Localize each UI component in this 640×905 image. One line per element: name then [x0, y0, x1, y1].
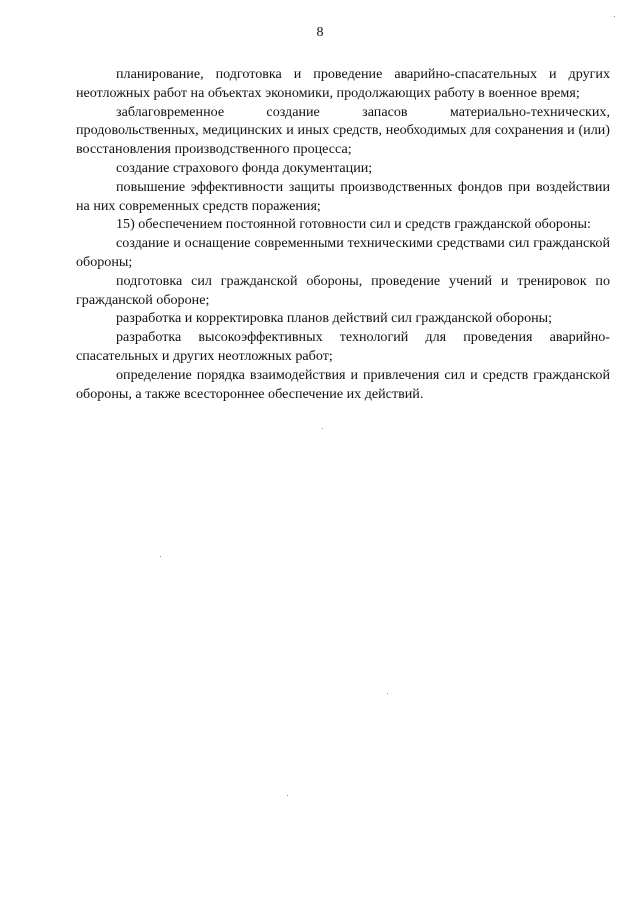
scan-speck [322, 428, 323, 429]
paragraph-10: определение порядка взаимодействия и привлечения сил и средств гражданской обороны, а также всестороннее обеспечение их действий. [76, 366, 610, 402]
document-body [76, 65, 610, 403]
paragraph-7: подготовка сил гражданской обороны, проведение учений и тренировок по гражданской обороне; [76, 272, 610, 308]
paragraph-1: планирование, подготовка и проведение аварийно-спасательных и других неотложных работ на объектах экономики, продолжающих работу в военное время; [76, 66, 610, 101]
paragraph-4: повышение эффективности защиты производственных фондов при воздействии на них современных средств поражения; [76, 178, 610, 214]
paragraph-9: разработка высокоэффективных технологий для проведения аварийно-спасательных и других неотложных работ; [76, 329, 610, 364]
paragraph-3: создание страхового фонда документации; [116, 159, 373, 176]
scan-speck [614, 16, 615, 17]
paragraph-8: разработка и корректировка планов действий сил гражданской обороны; [116, 310, 553, 327]
paragraph-6: создание и оснащение современными техническими средствами сил гражданской обороны; [76, 235, 610, 270]
scan-speck [160, 556, 161, 557]
scan-speck [287, 795, 288, 796]
paragraph-5: 15) обеспечением постоянной готовности сил и средств гражданской обороны: [116, 216, 591, 233]
scan-speck [387, 693, 388, 694]
page-number: 8 [316, 25, 324, 40]
paragraph-2: заблаговременное создание запасов материально-технических, продовольственных, медицинских и иных средств, необходимых для сохранения и (или) восстановления производственного процесса; [76, 103, 610, 158]
